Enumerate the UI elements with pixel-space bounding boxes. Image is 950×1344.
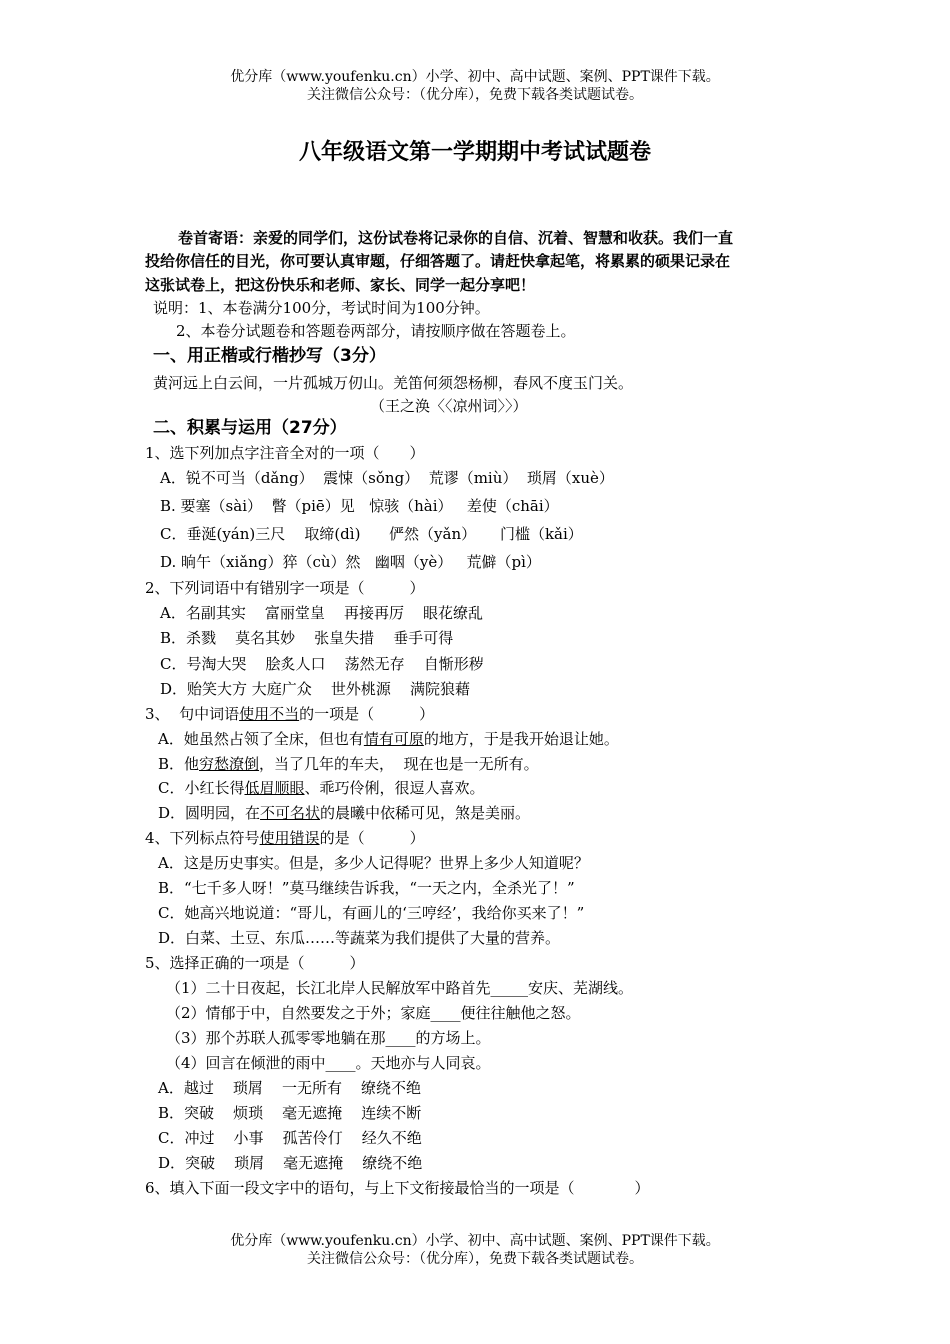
q3-c-post: 、乖巧伶俐，很逗人喜欢。 — [304, 779, 485, 797]
q3-c-underlined: 低眉顺眼 — [244, 779, 305, 797]
q3-option-c — [158, 778, 485, 798]
q3-c-pre: C．小红长得 — [158, 779, 245, 797]
q3-stem-post: 的一项是（ ） — [299, 705, 435, 723]
q6-stem: 6、填入下面一段文字中的语句，与上下文衔接最恰当的一项是（ ） — [145, 1179, 650, 1197]
q3-a-pre: A．她虽然占领了全床，但也有 — [158, 730, 364, 748]
q3-option-d — [158, 803, 530, 823]
q4-option-d: D．白菜、土豆、东瓜……等蔬菜为我们提供了大量的营养。 — [158, 929, 561, 947]
q4-option-c: C．她高兴地说道：“哥儿，有画儿的‘三哼经’，我给你买来了！” — [158, 904, 585, 922]
q3-b-post: ，当了几年的车夫， 现在也是一无所有。 — [259, 755, 539, 773]
header-line-2: 关注微信公众号：（优分库），免费下载各类试题试卷。 — [307, 87, 643, 103]
q2-option-d: D．贻笑大方 大庭广众 世外桃源 满院狼藉 — [160, 680, 470, 698]
section-2-heading: 二、积累与运用（27分） — [153, 418, 347, 438]
preface-line-3: 这张试卷上，把这份快乐和老师、家长、同学一起分享吧！ — [145, 276, 536, 294]
q5-sentence-4: （4）回言在倾泄的雨中____。天地亦与人同哀。 — [166, 1054, 491, 1072]
footer-line-2: 关注微信公众号：（优分库），免费下载各类试题试卷。 — [307, 1251, 643, 1267]
q4-stem — [145, 828, 425, 848]
note-1: 说明：1、本卷满分100分，考试时间为100分钟。 — [153, 299, 490, 317]
q4-stem-underlined: 使用错误 — [259, 829, 320, 847]
q3-stem-pre: 3、 句中词语 — [145, 705, 240, 723]
q3-option-b — [158, 754, 539, 774]
q3-a-post: 的地方，于是我开始退让她。 — [423, 730, 619, 748]
q1-stem: 1、选下列加点字注音全对的一项（ ） — [145, 444, 425, 462]
poem-source: （王之涣〈〈凉州词〉〉） — [370, 397, 528, 415]
q3-option-a — [158, 729, 619, 749]
q3-d-underlined: 不可名状 — [260, 804, 321, 822]
q5-sentence-2: （2）情郁于中，自然要发之于外；家庭____便往往触他之怒。 — [166, 1004, 581, 1022]
q5-stem: 5、选择正确的一项是（ ） — [145, 954, 365, 972]
q2-option-a: A．名副其实 富丽堂皇 再接再厉 眼花缭乱 — [160, 604, 484, 622]
section-1-heading: 一、用正楷或行楷抄写（3分） — [153, 346, 386, 366]
q2-option-c: C．号淘大哭 脍炙人口 荡然无存 自惭形秽 — [160, 655, 484, 673]
page-title: 八年级语文第一学期期中考试试题卷 — [298, 140, 651, 165]
q5-sentence-1: （1）二十日夜起，长江北岸人民解放军中路首先_____安庆、芜湖线。 — [166, 979, 634, 997]
q3-d-pre: D．圆明园，在 — [158, 804, 261, 822]
poem-text: 黄河远上白云间，一片孤城万仞山。羌笛何须怨杨柳，春风不度玉门关。 — [153, 374, 634, 392]
q2-stem: 2、下列词语中有错别字一项是（ ） — [145, 579, 425, 597]
q3-stem-underlined: 使用不当 — [239, 705, 300, 723]
q4-option-b: B．“七千多人呀！”莫马继续告诉我，“一天之内，全杀光了！” — [158, 879, 575, 897]
q1-option-a: A．锐不可当（dǎng） 震悚（sǒng） 荒谬（miù） 琐屑（xuè） — [160, 469, 614, 487]
q5-option-b: B．突破 烦琐 毫无遮掩 连续不断 — [158, 1104, 422, 1122]
preface-line-1: 卷首寄语：亲爱的同学们，这份试卷将记录你的自信、沉着、智慧和收获。我们一直 — [178, 229, 734, 247]
q3-d-post: 的晨曦中依稀可见，煞是美丽。 — [320, 804, 531, 822]
header-line-1: 优分库（www.youfenku.cn）小学、初中、高中试题、案例、PPT课件下载。 — [230, 69, 720, 85]
q1-option-d: D. 晌午（xiǎng）猝（cù）然 幽咽（yè） 荒僻（pì） — [160, 553, 541, 571]
q1-option-c: C．垂涎(yán)三尺 取缔(dì) 俨然（yǎn） 门槛（kǎi） — [160, 525, 583, 543]
q3-b-underlined: 穷愁潦倒 — [199, 755, 260, 773]
q5-sentence-3: （3）那个苏联人孤零零地躺在那____的方场上。 — [166, 1029, 491, 1047]
q3-b-pre: B．他 — [158, 755, 200, 773]
q5-option-c: C．冲过 小事 孤苦伶仃 经久不绝 — [158, 1129, 422, 1147]
q4-stem-pre: 4、下列标点符号 — [145, 829, 260, 847]
q3-stem — [145, 704, 434, 724]
q4-option-a: A．这是历史事实。但是，多少人记得呢？世界上多少人知道呢？ — [158, 854, 589, 872]
q4-stem-post: 的是（ ） — [319, 829, 425, 847]
q5-option-a: A．越过 琐屑 一无所有 缭绕不绝 — [158, 1079, 422, 1097]
footer-line-1: 优分库（www.youfenku.cn）小学、初中、高中试题、案例、PPT课件下载。 — [230, 1233, 720, 1249]
preface-line-2: 投给你信任的目光，你可要认真审题，仔细答题了。请赶快拿起笔，将累累的硕果记录在 — [145, 252, 731, 270]
q5-option-d: D．突破 琐屑 毫无遮掩 缭绕不绝 — [158, 1154, 423, 1172]
note-2: 2、本卷分试题卷和答题卷两部分，请按顺序做在答题卷上。 — [176, 322, 576, 340]
q1-option-b: B. 要塞（sài） 瞥（piē）见 惊骇（hài） 差使（chāi） — [160, 497, 559, 515]
q2-option-b: B．杀戮 莫名其妙 张皇失措 垂手可得 — [160, 629, 454, 647]
q3-a-underlined: 情有可原 — [363, 730, 424, 748]
